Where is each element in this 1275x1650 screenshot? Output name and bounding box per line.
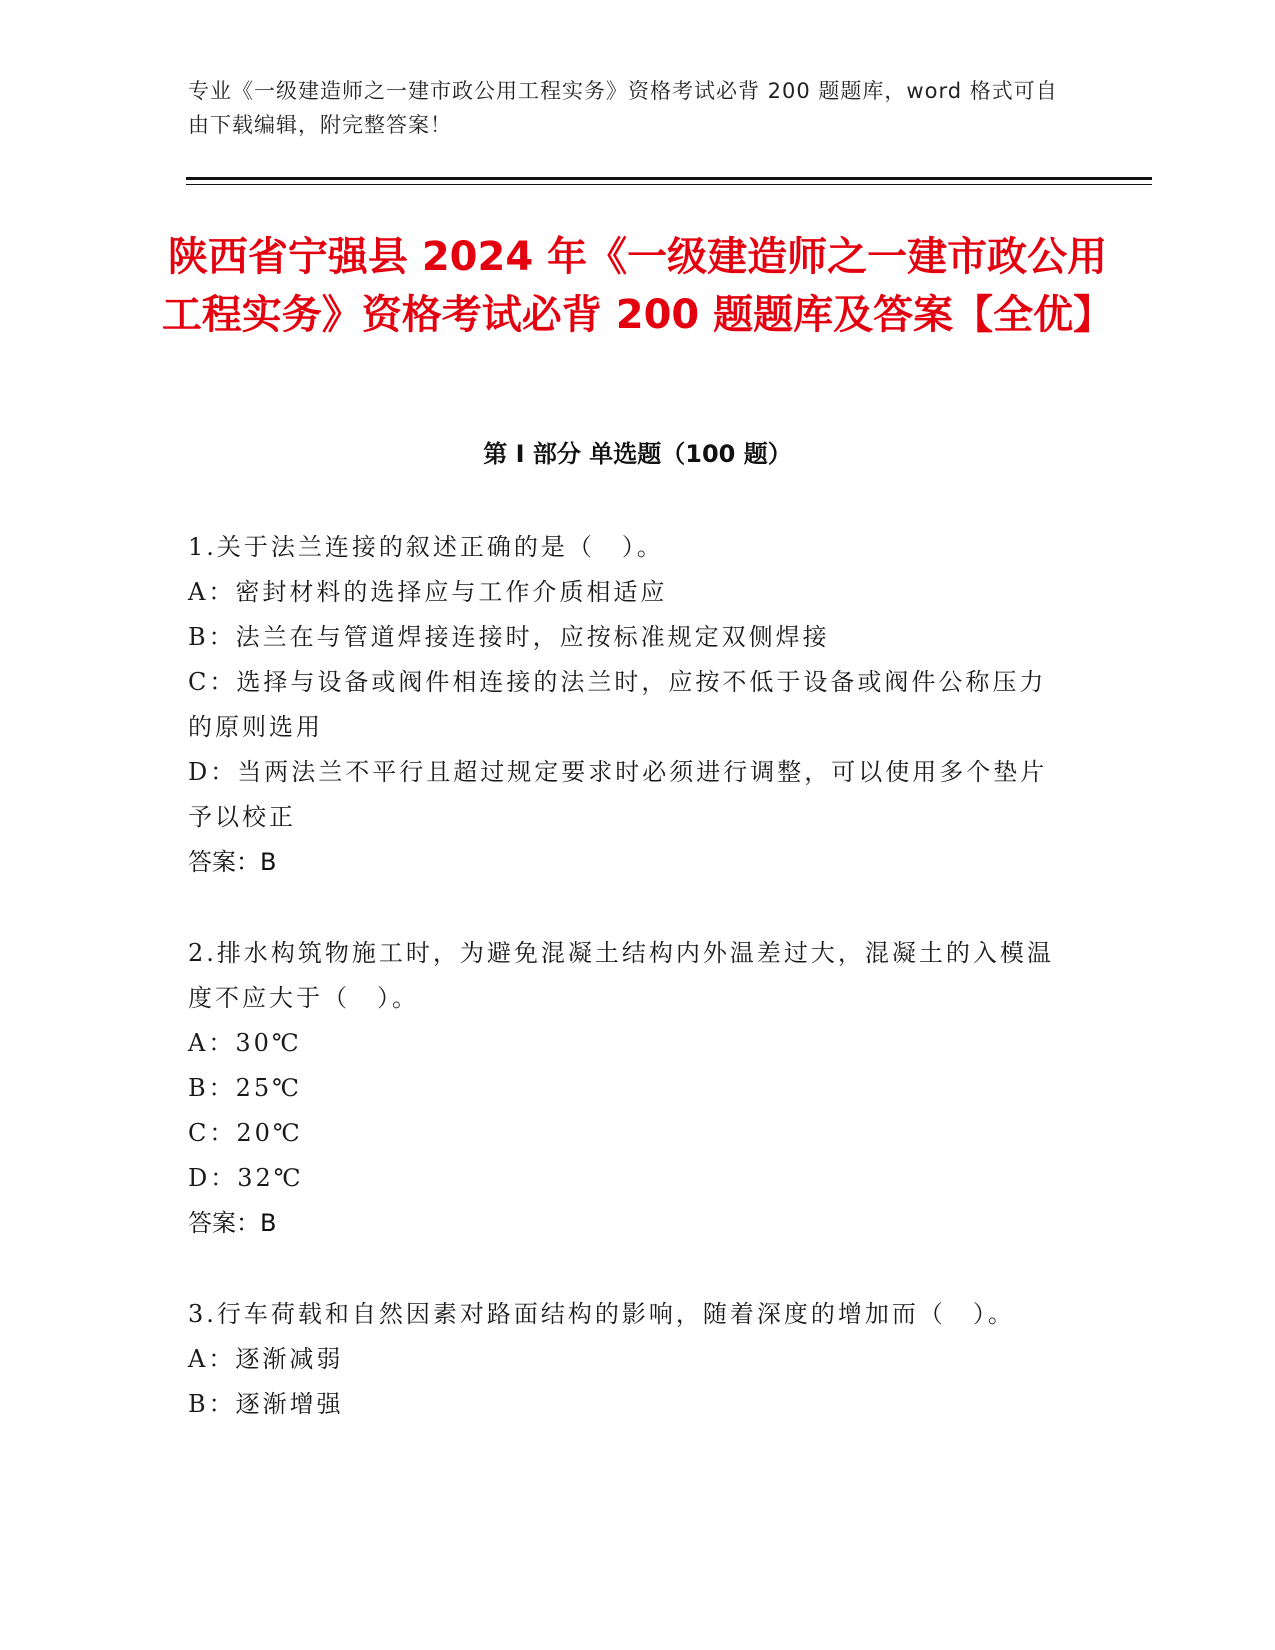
question-list (188, 525, 1068, 1473)
option-b: B：法兰在与管道焊接连接时，应按标准规定双侧焊接 (188, 623, 830, 651)
option-a: A：密封材料的选择应与工作介质相适应 (188, 578, 668, 606)
option-c: C：选择与设备或阀件相连接的法兰时，应按不低于设备或阀件公称压力的原则选用 (188, 668, 1047, 741)
header-divider-thick (186, 177, 1152, 180)
option-d: D：32℃ (188, 1164, 304, 1192)
answer: 答案：B (188, 848, 277, 876)
question-stem: 2.排水构筑物施工时，为避免混凝土结构内外温差过大，混凝土的入模温度不应大于（ ）。 (188, 939, 1054, 1012)
option-a: A：逐渐减弱 (188, 1345, 344, 1373)
section-title: 第 I 部分 单选题（100 题） (483, 440, 792, 468)
answer: 答案：B (188, 1209, 277, 1237)
question-3 (188, 1292, 1068, 1427)
option-a: A：30℃ (188, 1029, 302, 1057)
option-b: B：逐渐增强 (188, 1390, 344, 1418)
option-c: C：20℃ (188, 1119, 303, 1147)
option-d: D：当两法兰不平行且超过规定要求时必须进行调整，可以使用多个垫片予以校正 (188, 758, 1048, 831)
header-divider-thin (186, 184, 1152, 185)
question-stem: 3.行车荷载和自然因素对路面结构的影响，随着深度的增加而（ ）。 (188, 1300, 1015, 1328)
question-2 (188, 931, 1068, 1246)
question-1 (188, 525, 1068, 885)
header-note: 专业《一级建造师之一建市政公用工程实务》资格考试必背 200 题题库，word 格式可自由下载编辑，附完整答案！ (188, 79, 1058, 137)
document-title: 陕西省宁强县 2024 年《一级建造师之一建市政公用工程实务》资格考试必背 200 题题库及答案【全优】 (161, 234, 1114, 338)
option-b: B：25℃ (188, 1074, 303, 1102)
question-stem: 1.关于法兰连接的叙述正确的是（ ）。 (188, 533, 664, 561)
